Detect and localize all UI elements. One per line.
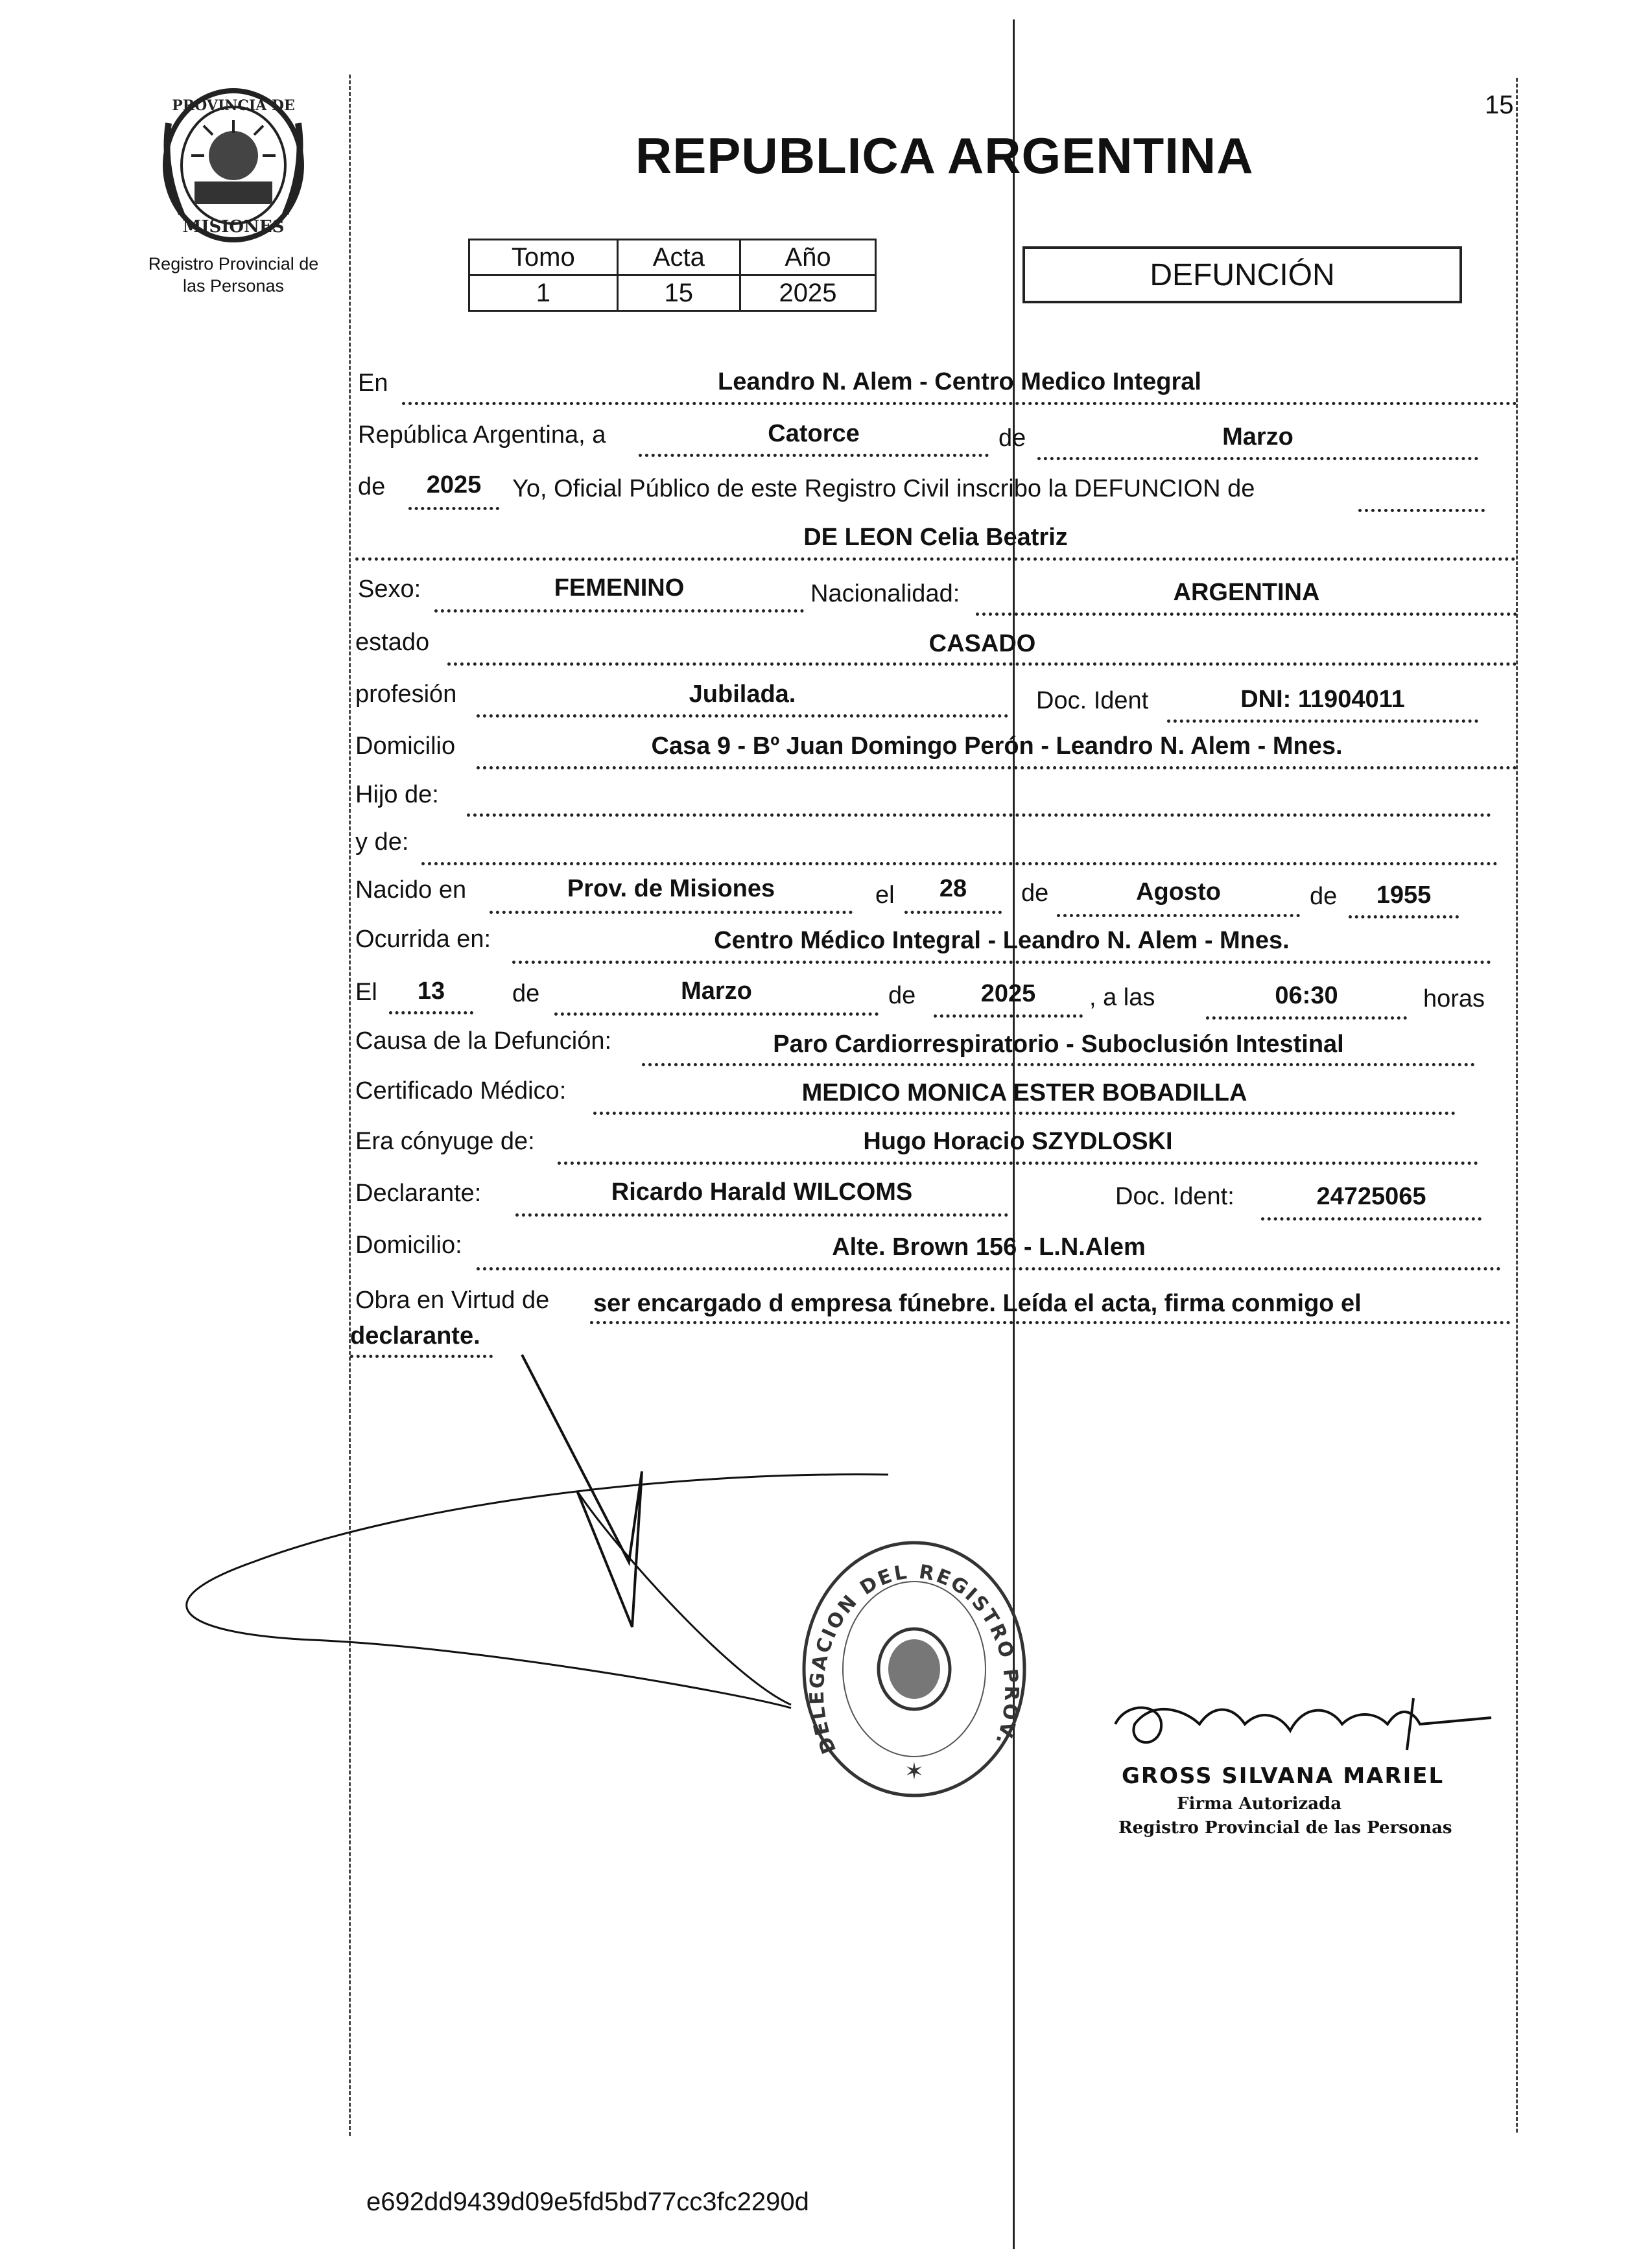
dotted-line	[1261, 1217, 1482, 1221]
conyuge-value: Hugo Horacio SZYDLOSKI	[863, 1128, 1173, 1155]
conyuge-label: Era cónyuge de:	[355, 1128, 535, 1155]
svg-text:PROVINCIA DE: PROVINCIA DE	[172, 97, 295, 114]
month-value: Marzo	[1222, 423, 1293, 450]
dotted-line	[934, 1014, 1083, 1018]
profesion-value: Jubilada.	[689, 681, 796, 708]
domicilio-declarante-label: Domicilio:	[355, 1232, 462, 1259]
table-header: Tomo	[469, 240, 618, 275]
dotted-line	[512, 961, 1491, 964]
de-label: de	[1310, 883, 1338, 910]
declarante-doc-value: 24725065	[1316, 1183, 1426, 1210]
el-label: El	[355, 979, 377, 1006]
birth-place-value: Prov. de Misiones	[567, 875, 775, 902]
de-label: de	[998, 425, 1026, 452]
dotted-line	[477, 714, 1008, 718]
official-signature	[1102, 1685, 1498, 1757]
de-label: de	[888, 982, 916, 1009]
dotted-line	[904, 911, 1002, 914]
dotted-line	[558, 1162, 1478, 1165]
certificado-value: MEDICO MONICA ESTER BOBADILLA	[801, 1079, 1247, 1106]
registry-seal-logo	[156, 84, 311, 246]
record-table	[468, 239, 877, 312]
official-stamp	[797, 1536, 1031, 1802]
page-number: 15	[1485, 91, 1514, 119]
dotted-line	[490, 911, 853, 914]
document-hash: e692dd9439d09e5fd5bd77cc3fc2290d	[366, 2188, 809, 2216]
nacionalidad-value: ARGENTINA	[1173, 579, 1320, 606]
death-time-value: 06:30	[1275, 982, 1338, 1009]
dotted-line	[389, 1011, 473, 1014]
year-value: 2025	[426, 471, 482, 498]
dotted-line	[1358, 509, 1485, 512]
obra-value: ser encargado d empresa fúnebre. Leída el acta, firma conmigo el	[593, 1290, 1362, 1317]
birth-month-value: Agosto	[1136, 878, 1221, 906]
deceased-name: DE LEON Celia Beatriz	[803, 524, 1068, 551]
declarante-label: Declarante:	[355, 1180, 482, 1207]
profesion-label: profesión	[355, 681, 457, 708]
en-label: En	[358, 369, 388, 397]
estado-value: CASADO	[928, 630, 1036, 657]
doc-ident-value: DNI: 11904011	[1240, 686, 1405, 713]
domicilio-label: Domicilio	[355, 732, 456, 760]
a-las-label: , a las	[1089, 984, 1155, 1011]
margin-line-left	[349, 75, 351, 2136]
svg-text:MISIONES: MISIONES	[182, 217, 285, 237]
nacionalidad-label: Nacionalidad:	[810, 580, 960, 607]
dotted-line	[976, 613, 1517, 616]
table-header: Año	[740, 240, 875, 275]
domicilio-declarante-value: Alte. Brown 156 - L.N.Alem	[832, 1233, 1146, 1261]
dotted-line	[515, 1213, 1008, 1217]
dotted-line	[642, 1063, 1475, 1066]
declarante-value: Ricardo Harald WILCOMS	[611, 1178, 913, 1206]
place-value: Leandro N. Alem - Centro Medico Integral	[717, 368, 1201, 395]
dotted-line	[447, 662, 1517, 666]
ocurrida-label: Ocurrida en:	[355, 926, 491, 953]
obra-value-continuation: declarante.	[350, 1322, 480, 1350]
dotted-line	[467, 813, 1491, 817]
horas-label: horas	[1423, 985, 1485, 1012]
el-label: el	[875, 882, 895, 909]
oficial-text: Yo, Oficial Público de este Registro Civil inscribo la DEFUNCION de	[512, 475, 1255, 502]
svg-text:✶: ✶	[904, 1758, 925, 1784]
de-label: de	[358, 473, 386, 500]
registry-name-line2: las Personas	[182, 276, 285, 296]
document-type-box	[1022, 246, 1462, 303]
domicilio-value: Casa 9 - Bº Juan Domingo Perón - Leandro N. Alem - Mnes.	[651, 732, 1343, 760]
dotted-line	[639, 454, 989, 457]
table-cell: 1	[469, 275, 618, 311]
dotted-line	[421, 862, 1498, 865]
y-de-label: y de:	[355, 828, 409, 856]
birth-year-value: 1955	[1376, 882, 1432, 909]
official-name: GROSS SILVANA MARIEL	[1122, 1763, 1445, 1789]
dotted-line	[1349, 915, 1459, 918]
table-cell: 2025	[740, 275, 875, 311]
registry-name	[123, 253, 344, 297]
sexo-label: Sexo:	[358, 576, 421, 603]
dotted-line	[593, 1112, 1456, 1115]
ocurrida-value: Centro Médico Integral - Leandro N. Alem - Mnes.	[714, 927, 1290, 954]
nacido-label: Nacido en	[355, 876, 467, 904]
dotted-line	[434, 609, 804, 613]
dotted-line	[1167, 719, 1478, 723]
birth-day-value: 28	[939, 875, 967, 902]
table-cell: 15	[617, 275, 740, 311]
sexo-value: FEMENINO	[554, 574, 685, 602]
document-type: DEFUNCIÓN	[1150, 257, 1335, 292]
obra-label: Obra en Virtud de	[355, 1287, 550, 1314]
svg-text:DELEGACION DEL REGISTRO PROV.: DELEGACION DEL REGISTRO PROV.	[805, 1560, 1023, 1757]
doc-ident-label: Doc. Ident	[1036, 687, 1149, 714]
hijo-de-label: Hijo de:	[355, 781, 439, 808]
dotted-line	[554, 1012, 879, 1016]
dotted-line	[1206, 1016, 1407, 1020]
death-year-value: 2025	[980, 980, 1036, 1007]
dotted-line	[477, 766, 1517, 769]
death-month-value: Marzo	[681, 977, 752, 1005]
de-label: de	[1021, 880, 1049, 907]
official-role: Firma Autorizada	[1177, 1794, 1342, 1814]
estado-label: estado	[355, 629, 430, 656]
dotted-line	[477, 1267, 1501, 1270]
official-office: Registro Provincial de las Personas	[1118, 1818, 1452, 1838]
republica-label: República Argentina, a	[358, 421, 606, 449]
dotted-line	[1037, 457, 1478, 460]
de-label: de	[512, 980, 540, 1007]
registry-name-line1: Registro Provincial de	[148, 254, 319, 274]
page-title: REPUBLICA ARGENTINA	[635, 127, 1254, 184]
dotted-line	[402, 402, 1517, 405]
declarante-doc-label: Doc. Ident:	[1115, 1183, 1234, 1210]
death-day-value: 13	[417, 977, 445, 1005]
causa-value: Paro Cardiorrespiratorio - Suboclusión Intestinal	[773, 1031, 1344, 1058]
dotted-line	[408, 507, 499, 510]
dotted-line	[1057, 914, 1300, 917]
certificado-label: Certificado Médico:	[355, 1077, 567, 1105]
dotted-line	[355, 557, 1516, 561]
causa-label: Causa de la Defunción:	[355, 1027, 612, 1055]
dotted-line	[590, 1321, 1511, 1324]
day-value: Catorce	[768, 420, 860, 447]
table-header: Acta	[617, 240, 740, 275]
